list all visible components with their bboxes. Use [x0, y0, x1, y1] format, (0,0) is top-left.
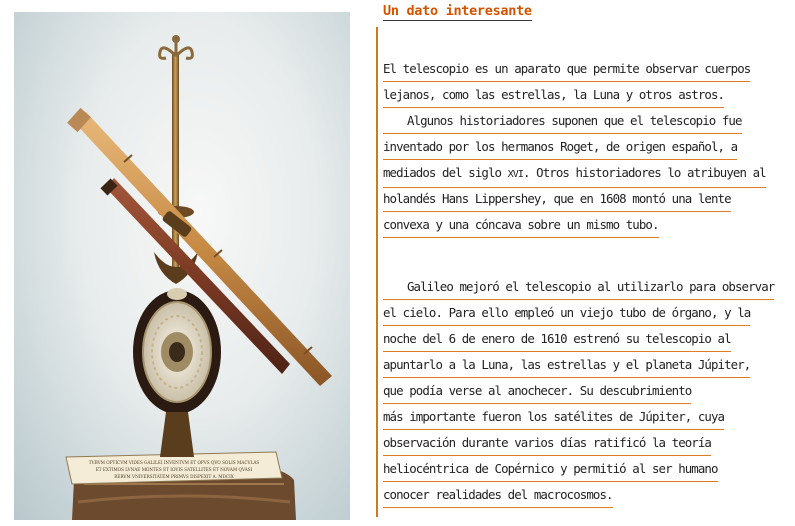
text-line: conocer realidades del macrocosmos. — [383, 483, 613, 508]
text-line: lejanos, como las estrellas, la Luna y otros astros. — [383, 83, 724, 108]
text-line: convexa y una cóncava sobre un mismo tubo. — [383, 213, 659, 238]
telescope-photo — [14, 12, 350, 520]
paragraph-1 — [383, 56, 750, 108]
text-line: más importante fueron los satélites de Júpiter, cuya — [383, 405, 724, 430]
text-line — [383, 161, 766, 188]
text-line: Algunos historiadores suponen que el telescopio fue — [383, 109, 742, 134]
paragraph-3 — [383, 274, 774, 508]
text-line: inventado por los hermanos Roget, de origen español, a — [383, 135, 737, 160]
plaque-line-3: RERVM VNIVERSITATEM PRIMVS DISPEXIT A. MDCIX — [114, 474, 234, 479]
paragraph-2 — [383, 108, 766, 238]
text-line: que podía verse al anochecer. Su descubrimiento — [383, 379, 691, 404]
section-heading: Un dato interesante — [383, 3, 532, 19]
text-line: holandés Hans Lippershey, que en 1608 montó una lente — [383, 187, 731, 212]
text-line: noche del 6 de enero de 1610 estrenó su telescopio al — [383, 327, 731, 352]
text-line: el cielo. Para ello empleó un viejo tubo de órgano, y la — [383, 301, 750, 326]
plaque-line-2: ET EXTIMOS LVNAE MONTES ET IOVIS SATELLITES ET NOVAM QVASI — [95, 467, 253, 472]
text-fragment: . Otros historiadores lo atribuyen al — [523, 165, 766, 180]
text-line: Galileo mejoró el telescopio al utilizarlo para observar — [383, 275, 774, 300]
text-line: heliocéntrica de Copérnico y permitió al ser humano — [383, 457, 718, 482]
medallion — [133, 288, 221, 414]
telescope-illustration — [14, 12, 350, 520]
small-caps-century: XVI — [507, 169, 524, 180]
plaque-line-1: TVBVM OPTICVM VIDES GALILEI INVENTVM ET OPVS QVO SOLIS MACVLAS — [88, 460, 260, 465]
left-accent-bar — [376, 27, 378, 517]
text-line: apuntarlo a la Luna, las estrellas y el planeta Júpiter, — [383, 353, 750, 378]
text-line: observación durante varios días ratificó la teoría — [383, 431, 711, 456]
text-fragment: mediados del siglo — [383, 165, 508, 180]
text-line: El telescopio es un aparato que permite observar cuerpos — [383, 57, 750, 82]
finial — [160, 35, 193, 58]
